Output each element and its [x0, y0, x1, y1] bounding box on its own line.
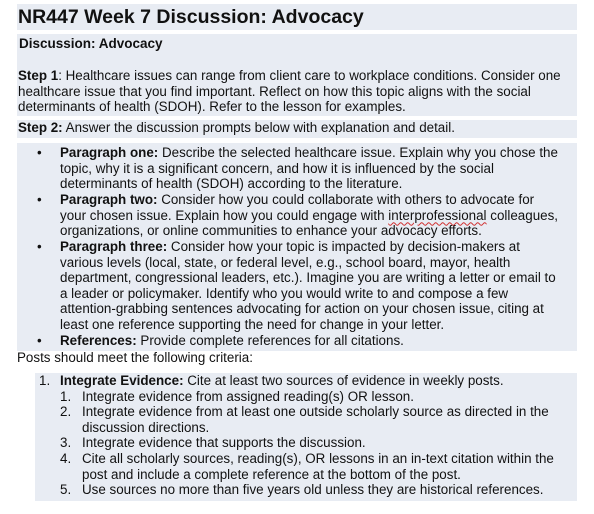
bullet-line-tail: colleagues,	[486, 207, 559, 223]
discussion-subtitle	[17, 34, 577, 54]
bullet-line: determinants of health (SDOH) according to the literature.	[60, 176, 403, 192]
bullet-line: organizations, or online communities to enhance your advocacy efforts.	[60, 223, 482, 239]
discussion-prompts-list	[17, 143, 577, 351]
step-1-paragraph	[17, 68, 577, 116]
criteria-list	[35, 373, 577, 501]
sub-line: Integrate evidence that supports the discussion.	[82, 435, 366, 451]
bullet-line: a leader or policymaker. Identify who you would write to and compose a few	[60, 285, 509, 301]
bullet-label: Paragraph three:	[60, 239, 168, 254]
sub-number: 2.	[60, 404, 72, 420]
bullet-line: attention-grabbing sentences advocating for action on your chosen issue, citing at	[60, 301, 544, 317]
bullet-line: your chosen issue. Explain how you could engage with	[60, 207, 389, 223]
bullet-paragraph-two	[60, 192, 570, 239]
step-2-paragraph	[17, 120, 577, 138]
step-1-text: : Healthcare issues can range from client care to workplace conditions. Consider one healthcare issue that you find important. Reflect on how this topic aligns with the social determinants of health (SDOH). Refer to the lesson for examples.	[18, 68, 561, 115]
step-2-label: Step 2:	[18, 120, 63, 135]
sub-line: post and include a complete reference at the bottom of the post.	[82, 466, 461, 482]
step-1-label: Step 1	[18, 68, 59, 83]
document-title	[17, 4, 577, 30]
bullet-line: Consider how your topic is impacted by decision-makers at	[167, 239, 520, 254]
sub-number: 3.	[60, 435, 72, 451]
bullet-line: various levels (local, state, or federal level, e.g., school board, mayor, health	[60, 254, 511, 270]
bullet-paragraph-one	[60, 145, 570, 192]
sub-line: Cite all scholarly sources, reading(s), OR lessons in an in-text citation within the	[82, 451, 554, 466]
bullet-dot: •	[37, 192, 42, 207]
bullet-label: Paragraph one:	[60, 145, 159, 160]
spellcheck-word: interprofessional	[388, 207, 487, 223]
sub-line: Integrate evidence from at least one outside scholarly source as directed in the	[82, 404, 549, 420]
criteria-integrate-evidence	[60, 373, 504, 389]
bullet-label: References:	[60, 333, 137, 348]
bullet-line: topic, why it is a significant concern, and how it is influenced by the social	[60, 160, 494, 176]
bullet-references	[60, 333, 570, 349]
sub-item	[82, 435, 366, 451]
bullet-line: department, congressional leaders, etc.). Imagine you are writing a letter or email to	[60, 270, 556, 286]
criteria-number: 1.	[39, 373, 51, 388]
bullet-paragraph-three	[60, 239, 570, 333]
spacer	[17, 54, 577, 68]
sub-line: Use sources no more than five years old unless they are historical references.	[82, 482, 544, 498]
bullet-dot: •	[37, 145, 42, 160]
criteria-label: Integrate Evidence:	[60, 373, 184, 388]
bullet-dot: •	[37, 333, 42, 348]
sub-number: 4.	[60, 451, 72, 466]
sub-number: 1.	[60, 388, 72, 404]
posts-criteria-intro: Posts should meet the following criteria:	[17, 350, 253, 365]
sub-item	[82, 482, 543, 498]
sub-item	[82, 451, 554, 482]
bullet-line: Provide complete references for all citations.	[136, 333, 404, 348]
criteria-text: Cite at least two sources of evidence in weekly posts.	[183, 373, 504, 388]
bullet-dot: •	[37, 239, 42, 254]
step-2-text: Answer the discussion prompts below with explanation and detail.	[62, 120, 455, 135]
bullet-label: Paragraph two:	[60, 192, 158, 207]
bullet-line: Consider how you could collaborate with others to advocate for	[157, 192, 535, 207]
title-text: NR447 Week 7 Discussion: Advocacy	[18, 6, 364, 28]
sub-line: discussion directions.	[82, 419, 210, 435]
sub-item	[82, 389, 414, 405]
sub-number: 5.	[60, 482, 72, 498]
sub-line: Integrate evidence from assigned reading(s) OR lesson.	[82, 388, 414, 404]
subtitle-text: Discussion: Advocacy	[19, 36, 163, 51]
bullet-line: Describe the selected healthcare issue. Explain why you chose the	[158, 145, 558, 160]
sub-item	[82, 404, 549, 435]
bullet-line: least one reference supporting the need for change in your letter.	[60, 316, 445, 332]
